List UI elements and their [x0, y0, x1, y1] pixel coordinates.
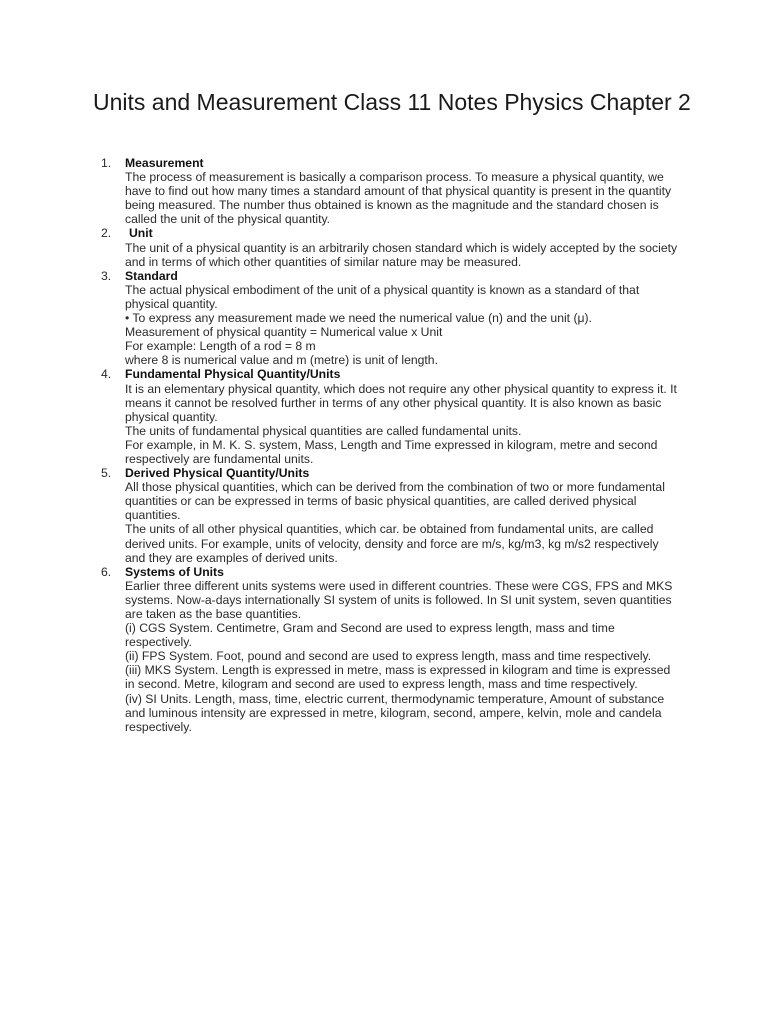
section-paragraph: Measurement of physical quantity = Numerical value x Unit	[125, 325, 443, 340]
section-paragraph: The units of fundamental physical quantities are called fundamental units.	[125, 423, 522, 438]
list-item	[0, 156, 680, 226]
section-heading: Systems of Units	[125, 564, 224, 579]
section-heading: Derived Physical Quantity/Units	[125, 466, 310, 481]
section-heading: Measurement	[125, 156, 204, 170]
section-paragraph: (i) CGS System. Centimetre, Gram and Second are used to express length, mass and time respectively.	[125, 621, 615, 650]
section-number: 1.	[101, 156, 112, 170]
section-paragraph: The unit of a physical quantity is an arbitrarily chosen standard which is widely accepted by the society and in terms of which other quantities of similar nature may be measured.	[125, 240, 678, 269]
section-paragraph: where 8 is numerical value and m (metre) is unit of length.	[125, 353, 438, 368]
section-paragraph: All those physical quantities, which can be derived from the combination of two or more fundamental quantities or can be expressed in terms of basic physical quantities, are called derived physical quantities.	[125, 480, 665, 523]
section-number: 5.	[101, 466, 112, 481]
list-item	[0, 226, 680, 268]
notes-list	[0, 156, 768, 734]
list-item	[0, 565, 680, 734]
section-paragraph: For example: Length of a rod = 8 m	[125, 339, 316, 354]
section-heading: Fundamental Physical Quantity/Units	[125, 367, 341, 382]
section-paragraph: Earlier three different units systems were used in different countries. These were CGS, FPS and MKS systems. Now-a-days internationally SI system of units is followed. In SI unit system, seven quantities are taken as the base quantities.	[125, 578, 673, 621]
list-item	[0, 269, 680, 368]
section-paragraph: The units of all other physical quantities, which car. be obtained from fundamental units, are called derived units. For example, units of velocity, density and force are m/s, kg/m3, kg m/s2 respectively and they are examples of derived units.	[125, 522, 659, 565]
section-number: 3.	[101, 268, 112, 283]
section-paragraph: The process of measurement is basically a comparison process. To measure a physical quantity, we have to find out how many times a standard amount of that physical quantity is present in the quantity being measured. The number thus obtained is known as the magnitude and the standard chosen is called the unit of the physical quantity.	[125, 170, 672, 227]
section-paragraph: • To express any measurement made we need the numerical value (n) and the unit (μ).	[125, 311, 592, 326]
section-paragraph: (iii) MKS System. Length is expressed in metre, mass is expressed in kilogram and time is expressed in second. Metre, kilogram and second are used to express length, mass and time respectively.	[125, 663, 671, 692]
section-number: 4.	[101, 367, 112, 382]
section-number: 6.	[101, 564, 112, 579]
section-paragraph: (ii) FPS System. Foot, pound and second are used to express length, mass and time respectively.	[125, 649, 652, 664]
list-item	[0, 367, 680, 466]
section-paragraph: It is an elementary physical quantity, which does not require any other physical quantity to express it. It means it cannot be resolved further in terms of any other physical quantity. It is also known as basic physical quantity.	[125, 381, 677, 424]
list-item	[0, 466, 680, 565]
section-heading: Unit	[129, 226, 153, 241]
page-title: Units and Measurement Class 11 Notes Physics Chapter 2	[93, 89, 691, 115]
section-paragraph: (iv) SI Units. Length, mass, time, electric current, thermodynamic temperature, Amount of substance and luminous intensity are expressed in metre, kilogram, second, ampere, kelvin, mole and candela respectively.	[125, 691, 665, 734]
section-heading: Standard	[125, 268, 178, 283]
section-paragraph: For example, in M. K. S. system, Mass, Length and Time expressed in kilogram, metre and second respectively are fundamental units.	[125, 437, 658, 466]
section-paragraph: The actual physical embodiment of the unit of a physical quantity is known as a standard of that physical quantity.	[125, 282, 640, 311]
section-number: 2.	[101, 226, 112, 241]
